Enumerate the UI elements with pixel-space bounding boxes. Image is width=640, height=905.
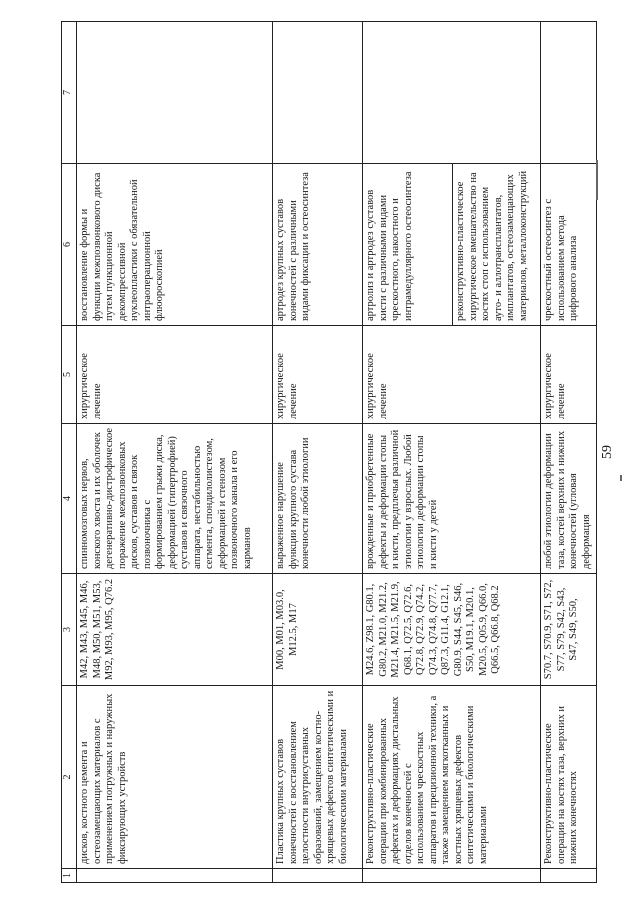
- condition: спинномозговых нервов, конского хвоста и их оболочек дегенеративно-дистрофическое поражение межпозвонковых дисков, суставов и связок позвоночника с формированием грыжи диска, деформацией (гипертрофией) суставов и связочного аппарата, нестабильностью сегмента, спондилолистезом, деформацией и стенозом позвоночного канала и его карманов: [77, 424, 273, 574]
- header-col-4: 4: [62, 424, 77, 574]
- table-row: [541, 22, 597, 883]
- condition: выраженное нарушение функции крупного сустава конечности любой этиологии: [273, 424, 363, 574]
- page-number: 59: [600, 445, 615, 459]
- table-row: [363, 22, 453, 883]
- procedure-name: дисков, костного цемента и остеозамещающих материалов с применением погружных и наружных фиксирующих устройств: [77, 686, 273, 869]
- treatment-type: хирургическое лечение: [77, 326, 273, 424]
- table-row: [77, 22, 273, 883]
- condition: врожденные и приобретенные дефекты и деформации стопы и кисти, предплечья различной этиологии у взрослых. Любой этиологии деформации стопы и кисти у детей: [363, 424, 541, 574]
- scan-mark: [620, 475, 622, 481]
- medical-procedures-table: [61, 21, 597, 883]
- header-col-6: 6: [62, 164, 77, 326]
- icd-codes: M24.6, Z98.1, G80.1, G80.2, M21.0, M21.2, M21.4, M21.5, M21.9, Q68.1, Q72.5, Q72.6, Q72.8, Q72.9, Q74.2, Q74.3, Q74.8, Q77.7, Q87.3, G11.4, G12.1, G80.9, S44, S45, S46, S50, M19.1, M20.1, M20.5, Q05.9, Q66.0, Q66.5, Q66.8, Q68.2: [363, 574, 541, 686]
- header-col-5: 5: [62, 326, 77, 424]
- treatment-type: хирургическое лечение: [273, 326, 363, 424]
- treatment-method: артролиз и артродез суставов кисти с различными видами чрескостного, накостного и интрамедуллярного остеосинтеза: [363, 164, 453, 326]
- treatment-method: чрескостный остеосинтез с использованием метода цифрового анализа: [541, 164, 597, 326]
- procedure-name: Реконструктивно-пластические операции на костях таза, верхних и нижних конечностях: [541, 686, 597, 869]
- header-col-3: 3: [62, 574, 77, 686]
- table-row: [273, 22, 363, 883]
- treatment-method: восстановление формы и функции межпозвонкового диска путем пункционной декомпрессивной нуклеопластики с обязательной интраоперационной флюороскопией: [77, 164, 273, 326]
- icd-codes: S70.7, S70.9, S71, S72, S77, S79, S42, S43, S47, S49, S50,: [541, 574, 597, 686]
- treatment-type: хирургическое лечение: [363, 326, 541, 424]
- scan-mark: [596, 160, 598, 200]
- icd-codes: M00, M01, M03.0, M12.5, M17: [273, 574, 363, 686]
- condition: любой этиологии деформации таза, костей верхних и нижних конечностей (угловая деформация: [541, 424, 597, 574]
- treatment-method: артродез крупных суставов конечностей с различными видами фиксации и остеосинтеза: [273, 164, 363, 326]
- treatment-method: реконструктивно-пластическое хирургическое вмешательство на костях стоп с использованием ауто- и аллотрансплантатов, имплантатов, остеозамещающих материалов, металлоконструкций: [453, 164, 541, 326]
- icd-codes: M42, M43, M45, M46, M48, M50, M51, M53, M92, M93, M95, Q76.2: [77, 574, 273, 686]
- header-col-7: 7: [62, 22, 77, 164]
- procedure-name: Реконструктивно-пластические операции при комбинированных дефектах и деформациях дистальных отделов конечностей с использованием чрескостных аппаратов и прецизионной техники, а также замещением мягкотканных и костных хрящевых дефектов синтетическими и биологическими материалами: [363, 686, 541, 869]
- header-col-2: 2: [62, 686, 77, 869]
- header-row: [62, 22, 77, 883]
- treatment-type: хирургическое лечение: [541, 326, 597, 424]
- procedure-name: Пластика крупных суставов конечностей с восстановлением целостности внутрисуставных образований, замещением костно-хрящевых дефектов синтетическими и биологическими материалами: [273, 686, 363, 869]
- rotated-table-page: [61, 22, 597, 883]
- header-col-1: 1: [62, 869, 77, 883]
